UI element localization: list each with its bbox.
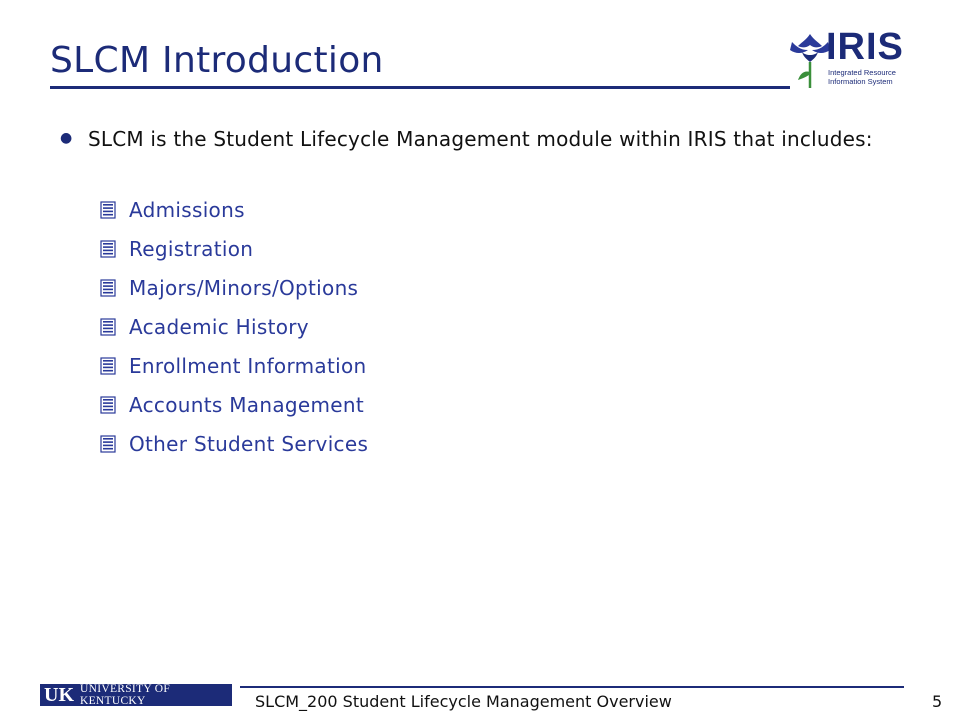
title-underline — [50, 86, 790, 89]
list-item — [100, 229, 368, 268]
uk-mark: UK — [44, 683, 74, 706]
logo-subtitle-line-2: Information System — [828, 77, 893, 86]
list-item-label: Academic History — [129, 314, 309, 339]
list-item-label: Other Student Services — [129, 431, 369, 456]
list-item — [100, 307, 368, 346]
document-list-icon — [100, 396, 116, 414]
slide-title: SLCM Introduction — [50, 40, 384, 81]
document-list-icon — [100, 318, 116, 336]
document-list-icon — [100, 240, 116, 258]
bullet-dot-icon: ● — [60, 130, 73, 146]
main-bullet-text: SLCM is the Student Lifecycle Management module within IRIS that includes: — [88, 127, 873, 151]
page-number: 5 — [932, 692, 943, 711]
list-item — [100, 190, 368, 229]
list-item — [100, 424, 368, 463]
list-item-label: Accounts Management — [129, 392, 364, 417]
footer-text: SLCM_200 Student Lifecycle Management Overview — [255, 692, 672, 711]
list-item — [100, 346, 368, 385]
list-item-label: Majors/Minors/Options — [129, 275, 359, 300]
main-bullet — [60, 126, 880, 152]
list-item-label: Enrollment Information — [129, 353, 367, 378]
document-list-icon — [100, 201, 116, 219]
uk-name: UNIVERSITY OF KENTUCKY — [80, 683, 171, 707]
list-item-label: Registration — [129, 236, 254, 261]
list-item — [100, 268, 368, 307]
document-list-icon — [100, 435, 116, 453]
iris-logo — [788, 28, 918, 90]
list-item — [100, 385, 368, 424]
uk-logo — [40, 684, 232, 706]
document-list-icon — [100, 357, 116, 375]
sub-item-list — [100, 190, 368, 463]
logo-subtitle-line-1: Integrated Resource — [828, 68, 896, 77]
list-item-label: Admissions — [129, 197, 245, 222]
document-list-icon — [100, 279, 116, 297]
logo-word: IRIS — [826, 26, 904, 68]
logo-subtitle — [828, 68, 896, 86]
footer-rule — [240, 686, 904, 688]
